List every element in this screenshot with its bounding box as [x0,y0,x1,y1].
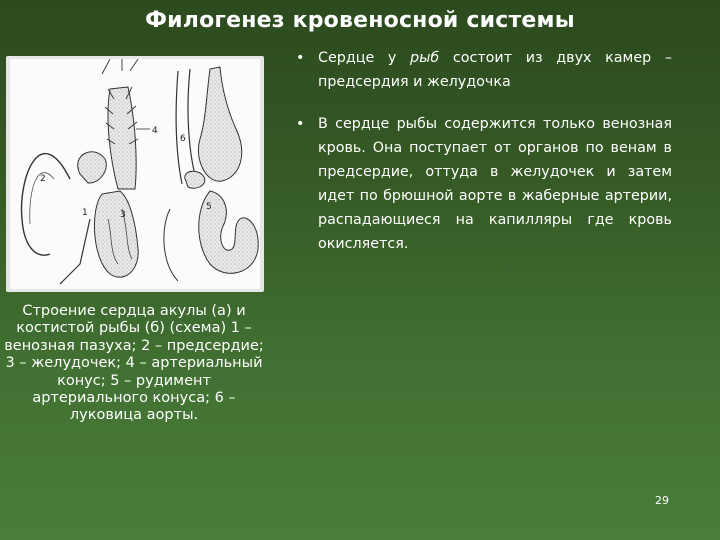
heart-diagram-drawing [10,59,260,289]
figure-label-2: 2 [40,174,46,184]
bullet-text-part: состоит из двух камер – предсердия и желудочка [318,50,672,90]
figure-label-1: 1 [82,208,88,218]
figure-label-4: 4 [152,126,158,136]
bullet-item [296,46,672,94]
figure-caption: Строение сердца акулы (а) и костистой рыбы (б) (схема) 1 – венозная пазуха; 2 – предсердие; 3 – желудочек; 4 – артериальный конус; 5 – рудимент артериального конуса; 6 – луковица аорты. [4,303,264,424]
bullet-text-italic: рыб [410,50,440,66]
figure-label-5: 5 [206,202,212,212]
bullet-text [318,46,672,94]
bullet-marker: • [296,50,305,66]
bullet-text-part: Сердце у [318,50,411,66]
heart-diagram-figure [6,56,264,292]
figure-label-3: 3 [120,210,126,220]
bullet-text: В сердце рыбы содержится только венозная кровь. Она поступает от органов по венам в предсердие, оттуда в желудочек и затем идет по брюшной аорте в жаберные артерии, распадающиеся на капилляры где кровь окисляется. [318,116,672,252]
page-number: 29 [655,494,669,507]
bullet-item [296,112,672,256]
bullet-list [296,46,672,274]
bullet-marker: • [296,116,305,132]
heart-diagram [10,59,260,289]
slide-title: Филогенез кровеносной системы [145,8,575,33]
figure-label-6: 6 [180,134,186,144]
